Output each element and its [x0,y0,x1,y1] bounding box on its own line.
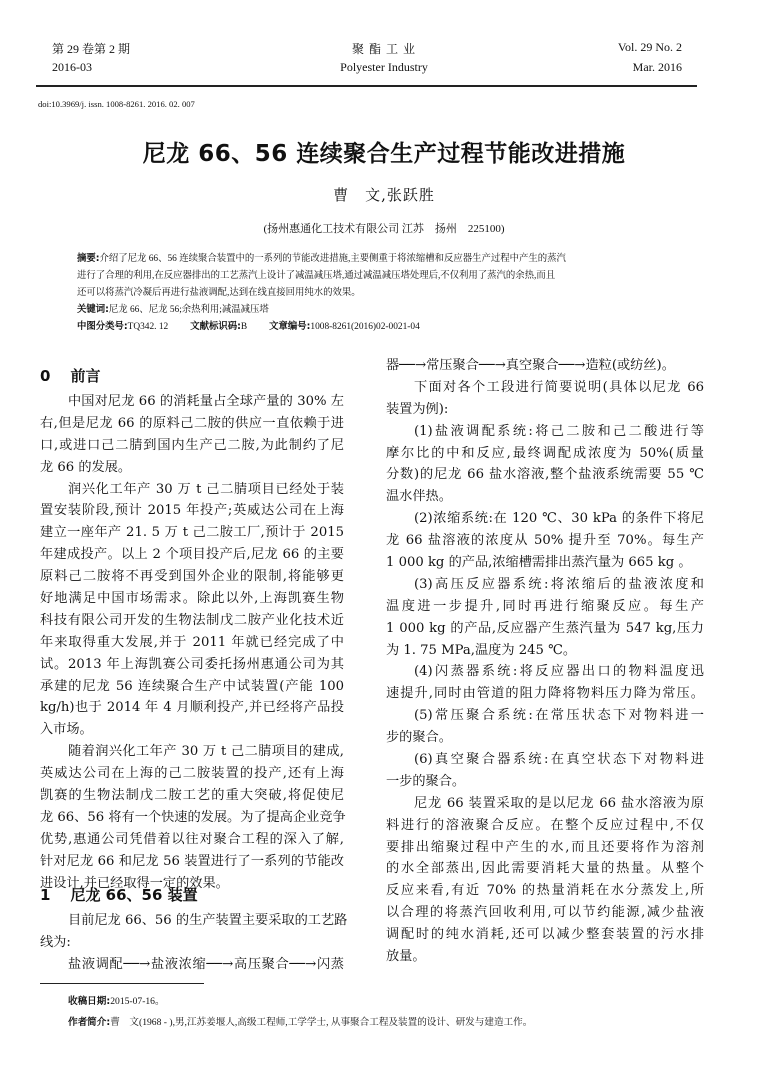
section-1-heading: 1 尼龙 66、56 装置 [40,886,198,904]
authors: 曹 文,张跃胜 [333,186,435,204]
text-line: 放量。 [386,949,426,965]
text-line: 以合理的将蒸汽回收利用,可以节约能源,减少盐液 [386,905,704,921]
text-line: 针对尼龙 66 和尼龙 56 装置进行了一系列的节能改 [40,853,344,869]
text-line: 龙 66 盐溶液的浓度从 50% 提升至 70%。每生产 [386,533,704,549]
right-column-body [386,355,704,968]
text-line: 要排出缩聚过程中产生的水,而且还要将作为溶剂 [386,839,704,855]
header-rule [36,85,697,87]
section-0-heading: 0 前言 [40,367,101,385]
header-journal-en: Polyester Industry [340,60,428,74]
text-line: 1 000 kg 的产品,反应器产生蒸汽量为 547 kg,压力 [386,620,704,636]
abstract-line-3: 还可以将蒸汽冷凝后再进行盐液调配,达到在线直接回用纯水的效果。 [77,288,361,298]
text-line: 温水伴热。 [386,489,452,505]
header-date-en: Mar. 2016 [632,60,682,74]
header-date-num: 2016-03 [52,60,92,74]
header-volume-en: Vol. 29 No. 2 [617,40,682,54]
text-line: 润兴化工年产 30 万 t 己二腈项目已经处于装 [68,481,344,497]
text-line: 英威达公司在上海的己二胺装置的投产,还有上海 [40,766,344,782]
text-line: 分数)的尼龙 66 盐水溶液,整个盐液系统需要 55 ℃ [386,467,704,483]
header-volume-cn: 第 29 卷第 2 期 [52,42,131,56]
text-line: 入市场。 [40,722,93,738]
abstract-line-1: 摘要:介绍了尼龙 66、56 连续聚合装置中的一系列的节能改进措施,主要侧重于将浓缩槽和反应器生产过程中产生的蒸汽 [77,253,566,264]
text-line: 反应来看,有近 70% 的热量消耗在水分蒸发上,所 [386,883,704,899]
text-line: (5)常压聚合系统:在常压状态下对物料进一 [414,708,704,724]
process-flow-line: 器──→常压聚合──→真空聚合──→造粒(或纺丝)。 [386,358,675,373]
text-line: 目前尼龙 66、56 的生产装置主要采取的工艺路 [68,913,348,928]
text-line: (1)盐液调配系统:将己二胺和己二酸进行等 [414,423,704,439]
doi: doi:10.3969/j. issn. 1008-8261. 2016. 02. 007 [38,99,195,109]
process-flow-line: 盐液调配──→盐液浓缩──→高压聚合──→闪蒸 [68,956,344,972]
text-line: 为 1. 75 MPa,温度为 245 ℃。 [386,642,577,658]
footnote-rule [40,983,204,984]
text-line: 装置为例): [386,401,449,417]
text-line: 承建的尼龙 56 连续聚合生产中试装置(产能 100 [40,678,344,694]
keywords: 关键词:尼龙 66、尼龙 56;余热利用;减温减压塔 [77,304,269,315]
text-line: 右,但是尼龙 66 的原料己二胺的供应一直依赖于进 [40,415,344,431]
text-line: 年来取得重大发展,并于 2011 年就已经完成了中 [40,634,344,650]
text-line: 1 000 kg 的产品,浓缩槽需排出蒸汽量为 665 kg 。 [386,555,692,571]
text-line: 随着润兴化工年产 30 万 t 己二腈项目的建成, [68,744,344,760]
text-line: 步的聚合。 [386,730,452,746]
text-line: 试。2013 年上海凯赛公司委托扬州惠通公司为其 [40,656,344,672]
article-title: 尼龙 66、56 连续聚合生产过程节能改进措施 [142,141,626,167]
classification-line: 中图分类号:TQ342. 12 文献标识码:B 文章编号:1008-8261(2016)02-0021-04 [77,321,420,332]
text-line: 温度进一步提升,同时再进行缩聚反应。每生产 [386,598,704,614]
text-line: 的水全部蒸出,因此需要消耗大量的热量。从整个 [386,861,704,877]
text-line: 科技有限公司开发的生物法制戊二胺产业化技术近 [40,612,344,628]
text-line: 料进行的溶液聚合反应。在整个反应过程中,不仅 [386,817,704,833]
text-line: 线为: [40,934,71,950]
text-line: 调配时的纯水消耗,还可以减少整套装置的污水排 [386,927,704,943]
abstract-label: 摘要: [77,253,100,264]
text-line: 一步的聚合。 [386,773,466,789]
section-1-body [40,910,348,976]
text-line: 凯赛的生物法制戊二胺工艺的重大突破,将促使尼 [40,788,344,804]
text-line: 龙 66、56 将有一个快速的发展。为了提高企业竞争 [40,809,346,825]
text-line: 年建成投产。以上 2 个项目投产后,尼龙 66 的主要 [40,547,344,563]
text-line: 摩尔比的中和反应,最终调配成浓度为 50%(质量 [386,445,704,461]
received-date: 收稿日期:2015-07-16。 [68,996,165,1007]
text-line: 建立一座年产 21. 5 万 t 己二胺工厂,预计于 2015 [40,525,344,541]
affiliation: (扬州惠通化工技术有限公司 江苏 扬州 225100) [263,223,505,235]
text-line: (3)高压反应器系统:将浓缩后的盐液浓度和 [414,576,704,592]
header-journal-cn: 聚 酯 工 业 [351,42,416,56]
text-line: 进设计,并已经取得一定的效果。 [40,875,229,891]
text-line: 置安装阶段,预计 2015 年投产;英威达公司在上海 [40,503,344,519]
text-line: kg/h)也于 2014 年 4 月顺利投产,并已经将产品投 [40,700,344,716]
keywords-label: 关键词: [77,304,109,315]
text-line: 速提升,同时由管道的阻力降将物料压力降为常压。 [386,686,704,702]
text-line: (4)闪蒸器系统:将反应器出口的物料温度迅 [414,664,704,680]
text-line: 好地满足中国市场需求。除此以外,上海凯赛生物 [40,591,344,607]
text-line: 尼龙 66 装置采取的是以尼龙 66 盐水溶液为原 [414,795,704,811]
abstract-line-2: 进行了合理的利用,在反应器排出的工艺蒸汽上设计了减温减压塔,通过减温减压塔处理后,不仅利用了蒸汽的余热,而且 [77,271,556,281]
text-line: 口,或进口己二腈到国内生产己二胺,为此制约了尼 [40,437,344,453]
text-line: 原料己二胺将不再受到国外企业的限制,将能够更 [40,569,344,585]
text-line: 优势,惠通公司凭借着以往对聚合工程的深入了解, [40,831,344,847]
text-line: 龙 66 的发展。 [40,459,132,475]
text-line: (2)浓缩系统:在 120 ℃、30 kPa 的条件下将尼 [414,511,704,527]
text-line: 下面对各个工段进行简要说明(具体以尼龙 66 [414,379,704,395]
section-0-body [40,391,344,894]
text-line: (6)真空聚合器系统:在真空状态下对物料进 [414,752,704,768]
text-line: 中国对尼龙 66 的消耗量占全球产量的 30% 左 [68,394,344,409]
author-bio: 作者简介:曹 文(1968 - ),男,江苏姜堰人,高级工程师,工学学士, 从事聚合工程及装置的设计、研发与建造工作。 [68,1017,533,1028]
